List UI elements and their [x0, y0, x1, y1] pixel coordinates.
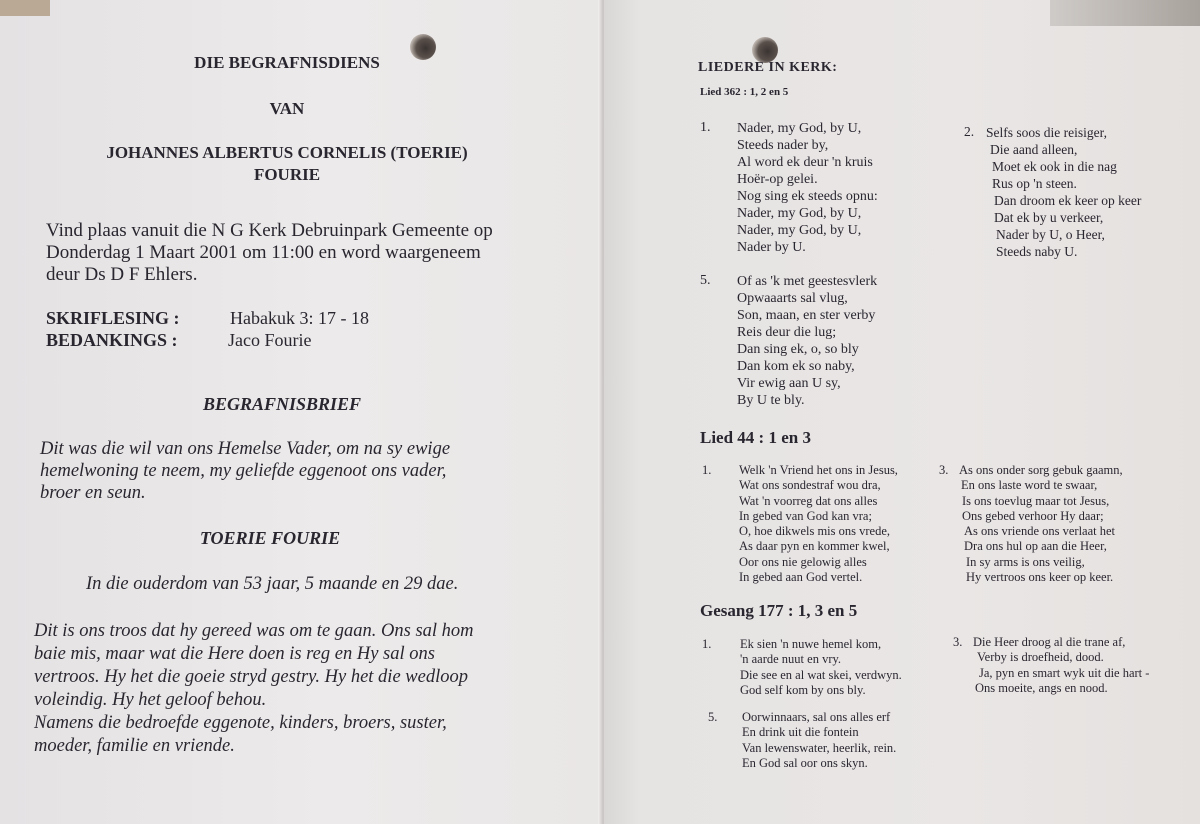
hymns-heading: LIEDERE IN KERK: [698, 60, 838, 75]
closing-line: baie mis, maar wat die Here doen is reg en Hy sal ons [34, 644, 435, 664]
brief-line: Dit was die wil van ons Hemelse Vader, om na sy ewige [40, 439, 451, 459]
verse-block [959, 463, 1123, 585]
background-edge [1050, 0, 1200, 26]
verse-line: God self kom by ons bly. [740, 682, 866, 697]
verse-line: In gebed van God kan vra; [739, 508, 872, 523]
name-line-1: JOHANNES ALBERTUS CORNELIS (TOERIE) [106, 143, 468, 162]
closing-line: vertroos. Hy het die goeie stryd gestry. Hy het die wedloop [34, 667, 468, 687]
torn-corner [0, 0, 50, 16]
verse-line: Hy vertroos ons keer op keer. [966, 570, 1114, 585]
verse-line: Steeds naby U. [996, 244, 1078, 259]
verse-line: Wat ons sondestraf wou dra, [739, 478, 881, 493]
bedankings-value: Jaco Fourie [228, 330, 312, 350]
verse-line: Ons gebed verhoor Hy daar; [962, 508, 1104, 523]
hymn-title: Lied 44 : 1 en 3 [700, 428, 811, 447]
verse-line: As ons onder sorg gebuk gaamn, [959, 463, 1123, 477]
bedankings-label: BEDANKINGS : [46, 330, 178, 350]
verse-line: In sy arms is ons veilig, [966, 554, 1085, 569]
intro-line: Donderdag 1 Maart 2001 om 11:00 en word waargeneem [46, 242, 481, 263]
hymn-title: Lied 362 : 1, 2 en 5 [700, 86, 789, 98]
verse-line: En God sal oor ons skyn. [742, 755, 868, 770]
service-title: DIE BEGRAFNISDIENS [194, 53, 380, 72]
verse-line: Moet ek ook in die nag [992, 159, 1117, 174]
right-page [604, 0, 1200, 824]
verse-line: As ons vriende ons verlaat het [964, 524, 1116, 539]
verse-line: Die aand alleen, [990, 142, 1078, 157]
verse-line: Oorwinnaars, sal ons alles erf [742, 710, 891, 724]
age-line: In die ouderdom van 53 jaar, 5 maande en 29 dae. [86, 574, 459, 594]
verse-number: 3. [953, 635, 963, 649]
verse-line: Vir ewig aan U sy, [737, 376, 841, 391]
skriflesing-value: Habakuk 3: 17 - 18 [230, 308, 369, 328]
verse-line: Steeds nader by, [737, 138, 829, 153]
verse-line: Van lewenswater, heerlik, rein. [742, 740, 897, 755]
brief-line: hemelwoning te neem, my geliefde eggenoot ons vader, [40, 461, 447, 481]
hymn-title: Gesang 177 : 1, 3 en 5 [700, 601, 858, 620]
verse-block [973, 635, 1149, 696]
brief-heading: BEGRAFNISBRIEF [202, 394, 362, 414]
verse-line: Oor ons nie gelowig alles [739, 554, 867, 569]
verse-number: 1. [702, 637, 712, 651]
verse-line: En drink uit die fontein [742, 725, 859, 740]
verse-line: Dra ons hul op aan die Heer, [964, 539, 1107, 554]
verse-line: Welk 'n Vriend het ons in Jesus, [739, 463, 898, 477]
verse-block [737, 120, 878, 256]
verse-number: 2. [964, 124, 975, 139]
verse-line: Die Heer droog al die trane af, [973, 635, 1126, 649]
closing-line: Dit is ons troos dat hy gereed was om te gaan. Ons sal hom [34, 621, 474, 641]
deceased-heading: TOERIE FOURIE [199, 528, 341, 548]
verse-line: Dan droom ek keer op keer [994, 193, 1142, 208]
verse-line: Ons moeite, angs en nood. [975, 680, 1108, 695]
verse-block [986, 124, 1141, 260]
verse-line: Nader, my God, by U, [737, 121, 862, 136]
verse-block [737, 273, 877, 409]
verse-line: Dan kom ek so naby, [737, 359, 855, 374]
verse-line: Selfs soos die reisiger, [986, 125, 1107, 140]
verse-line: Nader, my God, by U, [737, 206, 862, 221]
verse-line: Opwaaarts sal vlug, [737, 291, 848, 306]
closing-line: Namens die bedroefde eggenote, kinders, broers, suster, [34, 713, 447, 733]
verse-line: In gebed aan God vertel. [739, 570, 863, 585]
closing-line: moeder, familie en vriende. [34, 736, 235, 756]
name-line-2: FOURIE [253, 165, 321, 184]
verse-block [739, 463, 898, 585]
verse-line: Nader by U. [737, 240, 806, 255]
verse-line: Die see en al wat skei, verdwyn. [740, 667, 902, 682]
verse-line: En ons laste word te swaar, [961, 478, 1098, 493]
intro-line: deur Ds D F Ehlers. [46, 264, 198, 285]
van-label: VAN [269, 99, 305, 118]
verse-line: As daar pyn en kommer kwel, [739, 539, 890, 554]
verse-line: Son, maan, en ster verby [737, 308, 876, 323]
verse-block [740, 637, 902, 698]
verse-line: By U te bly. [737, 393, 805, 408]
verse-line: Reis deur die lug; [737, 325, 837, 340]
verse-line: 'n aarde nuut en vry. [740, 652, 842, 667]
verse-line: O, hoe dikwels mis ons vrede, [739, 524, 891, 539]
brief-line: broer en seun. [40, 483, 146, 503]
verse-number: 1. [700, 120, 711, 135]
verse-number: 5. [700, 273, 711, 288]
verse-line: Nader by U, o Heer, [996, 227, 1105, 242]
skriflesing-label: SKRIFLESING : [46, 308, 180, 328]
verse-line: Is ons toevlug maar tot Jesus, [962, 493, 1110, 508]
verse-number: 3. [939, 463, 949, 477]
verse-line: Rus op 'n steen. [992, 176, 1077, 191]
verse-line: Al word ek deur 'n kruis [737, 155, 873, 170]
verse-line: Nader, my God, by U, [737, 223, 862, 238]
closing-line: voleindig. Hy het geloof behou. [34, 690, 267, 710]
verse-number: 1. [702, 463, 712, 477]
verse-line: Ja, pyn en smart wyk uit die hart - [979, 665, 1150, 680]
verse-block [742, 710, 896, 771]
verse-line: Verby is droefheid, dood. [977, 650, 1104, 665]
verse-line: Dat ek by u verkeer, [994, 210, 1104, 225]
verse-line: Wat 'n voorreg dat ons alles [739, 493, 878, 508]
intro-line: Vind plaas vanuit die N G Kerk Debruinpark Gemeente op [46, 220, 493, 241]
verse-line: Dan sing ek, o, so bly [737, 342, 859, 357]
verse-number: 5. [708, 710, 718, 724]
verse-line: Ek sien 'n nuwe hemel kom, [740, 637, 882, 651]
verse-line: Nog sing ek steeds opnu: [737, 189, 878, 204]
verse-line: Of as 'k met geestesvlerk [737, 274, 878, 289]
verse-line: Hoër-op gelei. [737, 172, 818, 187]
